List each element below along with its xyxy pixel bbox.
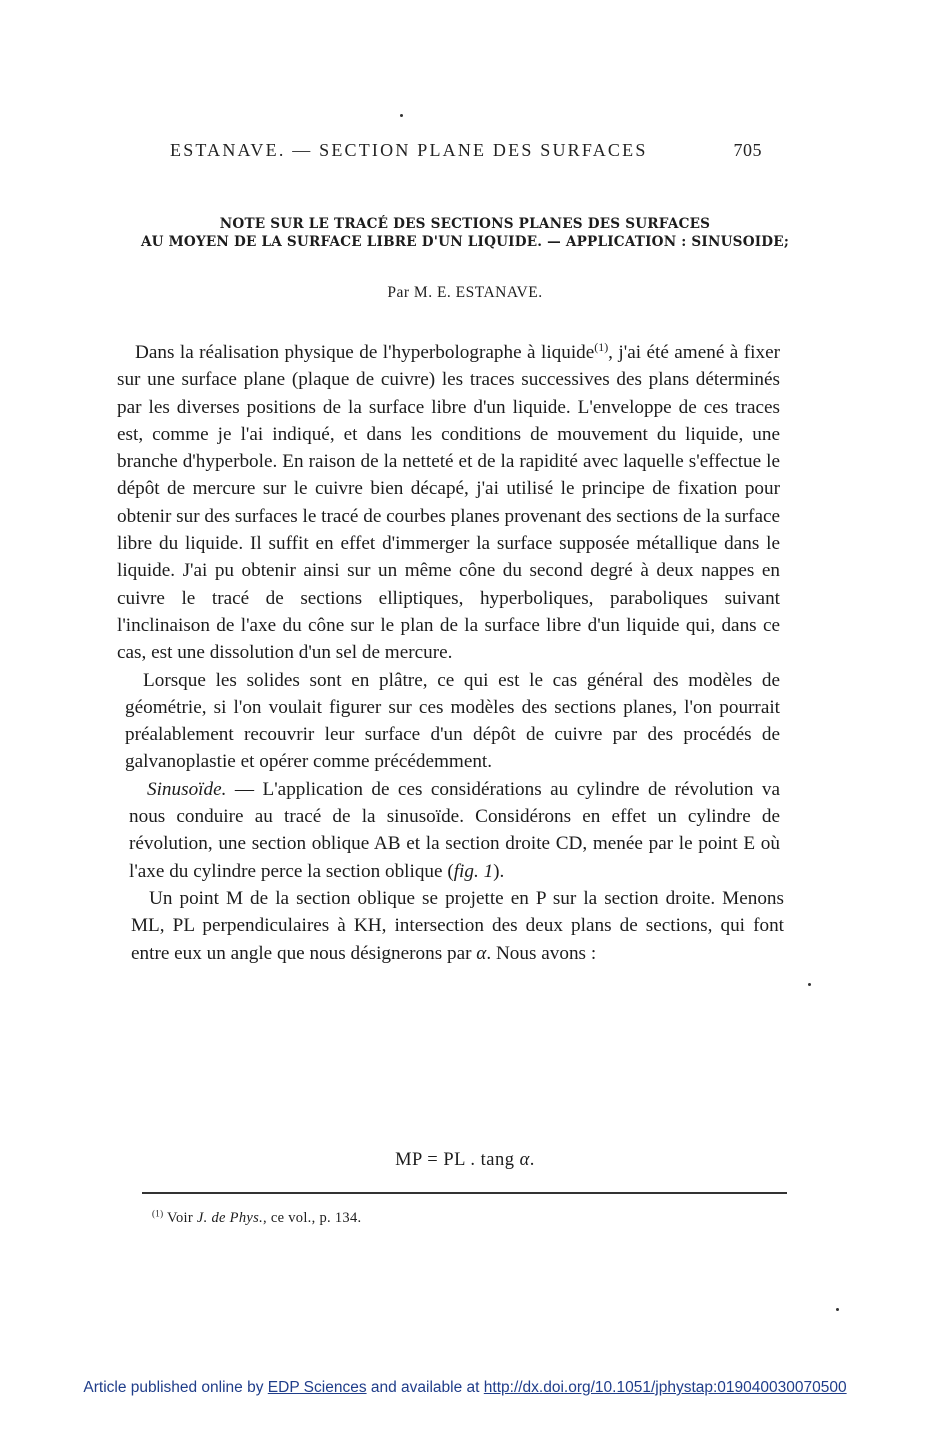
article-title-line-1: NOTE SUR LE TRACÉ DES SECTIONS PLANES DES SURFACES [219,216,711,232]
section-label-sinusoide: Sinusoïde. [147,778,227,800]
paragraph-1-start: Dans la réalisation physique de l'hyperbolographe à liquide [135,342,595,363]
article-title-line-2: AU MOYEN DE LA SURFACE LIBRE D'UN LIQUIDE. — APPLICATION : SINUSOIDE; [140,234,790,250]
paragraph-3-text: — L'application de ces considérations au cylindre de révolution va nous conduire au tracé de la sinusoïde. Considérons en effet un cylindre de révolution, une section oblique AB et la section droite CD, menée par le point E où l'axe du cylindre perce la section oblique ( [129,778,780,882]
figure-reference: fig. 1 [453,860,494,882]
page-number: 705 [733,140,762,160]
article-body [117,339,784,967]
equation-end: . [529,1150,535,1170]
scan-speck [400,114,403,117]
equation-alpha: α [519,1150,530,1170]
equation [300,1150,630,1171]
footnote-reference: (1) [594,339,609,354]
equation-left: MP = PL . tang [395,1150,520,1170]
paragraph-4 [131,885,784,967]
paragraph-3 [129,776,780,885]
publisher-prefix: Article published online by [83,1379,268,1396]
article-title [100,215,830,251]
footnote [152,1210,752,1227]
paragraph-3-end: ). [493,860,505,882]
scan-speck [836,1308,839,1311]
article-author: Par M. E. ESTANAVE. [387,284,543,301]
footnote-text-before: Voir [163,1210,197,1226]
publisher-link[interactable]: EDP Sciences [267,1379,367,1396]
running-head-title: ESTANAVE. — SECTION PLANE DES SURFACES [170,140,648,160]
footnote-marker: (1) [152,1208,164,1219]
paragraph-1 [117,339,780,667]
publisher-line [0,1379,930,1397]
scan-speck [808,983,811,986]
paragraph-1-rest: , j'ai été amené à fixer sur une surface plane (plaque de cuivre) les traces successives des plans déterminés par les diverses positions de la surface libre d'un liquide. L'enveloppe de ces traces est, comme je l'ai indiqué, et dans les conditions de mouvement du liquide, une branche d'hyperbole. En raison de la netteté et de la rapidité avec laquelle s'effectue le dépôt de mercure sur le cuivre bien décapé, j'ai utilisé le principe de fixation pour obtenir sur des surfaces le tracé de courbes planes provenant des sections de la surface libre du liquide. Il suffit en effet d'immerger la surface supposée métallique dans le liquide. J'ai pu obtenir ainsi sur un même cône du second degré à deux nappes en cuivre le tracé de sections elliptiques, hyperboliques, paraboliques suivant l'inclinaison de l'axe du cône sur le plan de la surface libre d'un liquide qui, dans ce cas, est une dissolution d'un sel de mercure. [117,342,780,664]
paragraph-4-end: . Nous avons : [486,942,597,964]
footnote-divider [142,1192,787,1194]
publisher-middle: and available at [366,1379,484,1396]
paragraph-2: Lorsque les solides sont en plâtre, ce qui est le cas général des modèles de géométrie, si l'on voulait figurer sur ces modèles des sections planes, l'on pourrait préalablement recouvrir leur surface d'un dépôt de cuivre par des procédés de galvanoplastie et opérer comme précédemment. [125,669,780,773]
footnote-text-after: , ce vol., p. 134. [263,1210,362,1226]
alpha-symbol: α [476,942,487,964]
footnote-journal: J. de Phys. [196,1210,263,1226]
running-head [170,140,762,164]
doi-link[interactable]: http://dx.doi.org/10.1051/jphystap:019040030070500 [483,1379,847,1396]
paragraph-4-text: Un point M de la section oblique se projette en P sur la section droite. Menons ML, PL perpendiculaires à KH, intersection des deux plans de sections, qui font entre eux un angle que nous désignerons par [131,887,784,964]
